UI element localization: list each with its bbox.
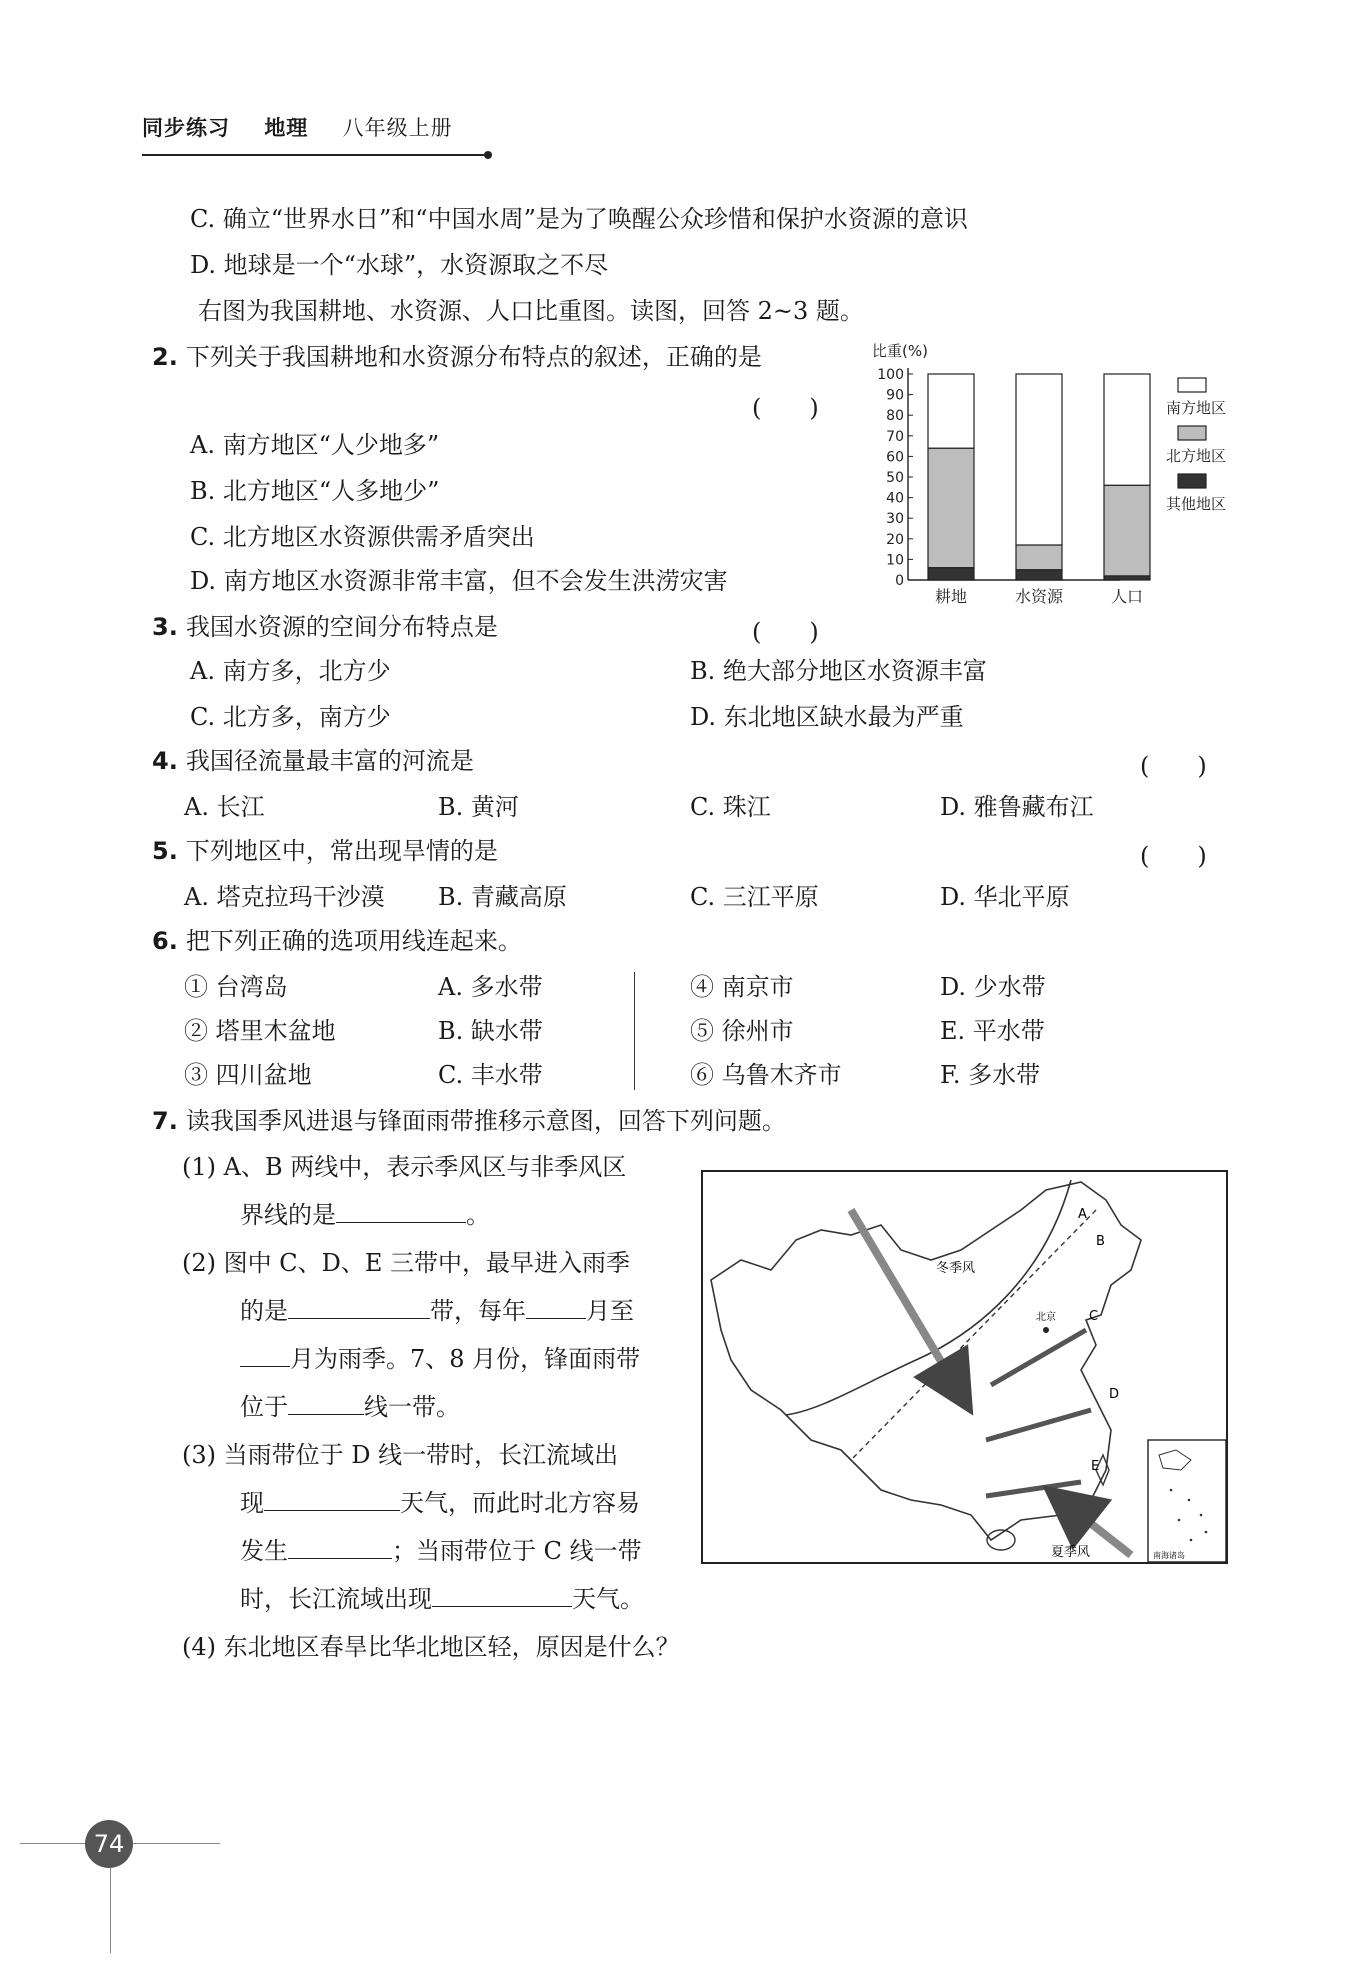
- chart-ytick-label-40: 40: [886, 490, 904, 507]
- q4-stem: [152, 746, 474, 776]
- q7-p1-line1: (1) A、B 两线中，表示季风区与非季风区: [182, 1153, 627, 1181]
- chart-xtick-label-1: 水资源: [1014, 587, 1064, 606]
- q6-stem: [152, 926, 522, 956]
- q7-p4: (4) 东北地区春旱比华北地区轻，原因是什么？: [182, 1633, 680, 1661]
- q3-option-d: D. 东北地区缺水最为严重: [690, 703, 964, 731]
- q3-answer-paren: ( ): [752, 618, 819, 646]
- q5-stem: [152, 836, 498, 866]
- q6-left-item-2: ② 塔里木盆地: [184, 1017, 336, 1045]
- winter-label: 冬季风: [936, 1261, 976, 1276]
- bar-水资源-北方地区: [1016, 545, 1062, 570]
- q3-option-a: A. 南方多，北方少: [190, 657, 391, 685]
- beijing-marker: [1043, 1327, 1049, 1333]
- label-a: A: [1078, 1207, 1087, 1222]
- bar-耕地-北方地区: [928, 448, 974, 567]
- q7-p3-text4: ；当雨带位于 C 线一带: [392, 1537, 642, 1565]
- q7-text: 读我国季风进退与锋面雨带推移示意图，回答下列问题。: [185, 1107, 786, 1135]
- q5-number: 5.: [152, 837, 178, 865]
- q7-p2-text6: 线一带。: [364, 1393, 460, 1421]
- inset-label: 南海诸岛: [1153, 1551, 1185, 1560]
- q7-p3-text3: 发生: [240, 1537, 288, 1565]
- q6-left-opt-b: B. 缺水带: [438, 1017, 543, 1045]
- chart-ytick-label-90: 90: [886, 387, 904, 404]
- q7-p3-line3: [240, 1536, 642, 1566]
- q2-text: 下列关于我国耕地和水资源分布特点的叙述，正确的是: [185, 343, 762, 371]
- q4-text: 我国径流量最丰富的河流是: [185, 747, 474, 775]
- q7-p2-blank-start-month[interactable]: [526, 1296, 586, 1319]
- q6-number: 6.: [152, 927, 178, 955]
- q7-p3-blank-disaster[interactable]: [288, 1536, 392, 1559]
- q7-p2-line1: (2) 图中 C、D、E 三带中，最早进入雨季: [182, 1249, 631, 1277]
- q3-option-b: B. 绝大部分地区水资源丰富: [690, 657, 987, 685]
- q2-option-c: C. 北方地区水资源供需矛盾突出: [190, 523, 535, 551]
- q7-p2-line2: [240, 1296, 634, 1326]
- q3-option-c: C. 北方多，南方少: [190, 703, 391, 731]
- q7-p2-blank-line[interactable]: [288, 1392, 364, 1415]
- q4-option-a: A. 长江: [184, 793, 265, 821]
- q6-left-item-3: ③ 四川盆地: [184, 1061, 312, 1089]
- bar-水资源-其他地区: [1016, 570, 1062, 580]
- q7-p3-text1: 现: [240, 1489, 264, 1517]
- q4-number: 4.: [152, 747, 178, 775]
- q6-right-opt-e: E. 平水带: [940, 1017, 1045, 1045]
- q5-option-c: C. 三江平原: [690, 883, 819, 911]
- chart-xtick-label-2: 人口: [1110, 587, 1144, 606]
- header-dot: [484, 151, 492, 159]
- q6-left-opt-a: A. 多水带: [438, 973, 543, 1001]
- q7-p3-line2: [240, 1488, 640, 1518]
- legend-label-南方地区: 南方地区: [1166, 399, 1227, 417]
- q6-text: 把下列正确的选项用线连起来。: [185, 927, 522, 955]
- legend-swatch-其他地区: [1178, 474, 1206, 488]
- prev-option-d: D. 地球是一个“水球”，水资源取之不尽: [190, 251, 609, 279]
- label-b: B: [1096, 1234, 1105, 1249]
- chart-ytick-label-70: 70: [886, 428, 904, 445]
- q7-p2-text2: 带，每年: [430, 1297, 526, 1325]
- bar-人口-其他地区: [1104, 576, 1150, 580]
- q2-number: 2.: [152, 343, 178, 371]
- beijing-label: 北京: [1036, 1312, 1056, 1323]
- q4-option-c: C. 珠江: [690, 793, 771, 821]
- intro-2-3: 右图为我国耕地、水资源、人口比重图。读图，回答 2~3 题。: [198, 297, 864, 325]
- legend-swatch-南方地区: [1178, 378, 1206, 392]
- q7-p2-text3: 月至: [586, 1297, 634, 1325]
- bar-人口-南方地区: [1104, 374, 1150, 485]
- summer-label: 夏季风: [1051, 1545, 1091, 1560]
- q2-answer-paren: ( ): [752, 394, 819, 422]
- header-rule: [142, 154, 486, 156]
- q4-option-d: D. 雅鲁藏布江: [940, 793, 1094, 821]
- q7-p2-blank-band[interactable]: [288, 1296, 430, 1319]
- header-subject: 地理: [264, 116, 309, 140]
- q5-text: 下列地区中，常出现旱情的是: [185, 837, 498, 865]
- bar-水资源-南方地区: [1016, 374, 1062, 545]
- q6-left-opt-c: C. 丰水带: [438, 1061, 543, 1089]
- q7-p2-text1: 的是: [240, 1297, 288, 1325]
- q6-right-item-4: ④ 南京市: [690, 973, 794, 1001]
- page-header: [142, 112, 479, 142]
- q7-p3-text5: 时，长江流域出现: [240, 1585, 432, 1613]
- q5-option-d: D. 华北平原: [940, 883, 1070, 911]
- bar-耕地-南方地区: [928, 374, 974, 448]
- chart-ytick-label-30: 30: [886, 511, 904, 528]
- stacked-bar-chart: [860, 336, 1250, 616]
- q3-text: 我国水资源的空间分布特点是: [185, 613, 498, 641]
- chart-ytick-label-100: 100: [877, 367, 904, 383]
- q7-p3-blank-weather2[interactable]: [432, 1584, 572, 1607]
- chart-ytick-label-10: 10: [886, 552, 904, 569]
- header-grade: 八年级上册: [342, 116, 453, 140]
- label-d: D: [1109, 1387, 1120, 1402]
- q5-option-a: A. 塔克拉玛干沙漠: [184, 883, 385, 911]
- chart-ytick-label-80: 80: [886, 408, 904, 425]
- chart-ytick-label-0: 0: [895, 573, 904, 589]
- chart-ytick-label-50: 50: [886, 470, 904, 486]
- q6-right-opt-f: F. 多水带: [940, 1061, 1041, 1089]
- page-number: 74: [85, 1820, 133, 1868]
- legend-swatch-北方地区: [1178, 426, 1206, 440]
- q7-p2-text5: 位于: [240, 1393, 288, 1421]
- q6-left-item-1: ① 台湾岛: [184, 973, 288, 1001]
- chart-xtick-label-0: 耕地: [934, 587, 968, 606]
- q4-answer-paren: ( ): [1140, 752, 1207, 780]
- q7-p2-text4: 月为雨季。7、8 月份，锋面雨带: [290, 1345, 641, 1373]
- q7-p2-blank-end-month[interactable]: [240, 1344, 290, 1367]
- q7-p3-text2: 天气，而此时北方容易: [400, 1489, 640, 1517]
- q6-column-divider: [634, 972, 635, 1090]
- q2-stem: [152, 342, 762, 372]
- monsoon-rainbelt-map: [701, 1170, 1228, 1564]
- q6-right-item-5: ⑤ 徐州市: [690, 1017, 794, 1045]
- q6-right-item-6: ⑥ 乌鲁木齐市: [690, 1061, 842, 1089]
- q4-option-b: B. 黄河: [438, 793, 519, 821]
- q7-number: 7.: [152, 1107, 178, 1135]
- q7-stem: [152, 1106, 786, 1136]
- q7-p1-blank[interactable]: [336, 1200, 466, 1223]
- q2-option-a: A. 南方地区“人少地多”: [190, 431, 440, 459]
- q5-answer-paren: ( ): [1140, 842, 1207, 870]
- q6-right-opt-d: D. 少水带: [940, 973, 1046, 1001]
- q7-p3-text6: 天气。: [572, 1585, 644, 1613]
- chart-ytick-label-60: 60: [886, 449, 904, 466]
- bar-耕地-其他地区: [928, 568, 974, 580]
- chart-ylabel: 比重(%): [872, 342, 928, 360]
- label-c: C: [1089, 1309, 1099, 1324]
- q2-option-d: D. 南方地区水资源非常丰富，但不会发生洪涝灾害: [190, 567, 728, 595]
- q7-p1-end: 。: [466, 1201, 490, 1229]
- q7-p3-line4: [240, 1584, 644, 1614]
- header-series: 同步练习: [142, 116, 230, 140]
- legend-label-其他地区: 其他地区: [1166, 495, 1227, 513]
- q7-p3-blank-weather1[interactable]: [264, 1488, 400, 1511]
- q2-option-b: B. 北方地区“人多地少”: [190, 477, 440, 505]
- q3-number: 3.: [152, 613, 178, 641]
- legend-label-北方地区: 北方地区: [1166, 447, 1227, 465]
- q7-p1-line2: [240, 1200, 490, 1230]
- q3-stem: [152, 612, 498, 642]
- q7-p1-text: 界线的是: [240, 1201, 336, 1229]
- q7-p2-line4: [240, 1392, 460, 1422]
- q7-p2-line3: [240, 1344, 640, 1374]
- label-e: E: [1091, 1459, 1100, 1474]
- chart-ytick-label-20: 20: [886, 531, 904, 548]
- q5-option-b: B. 青藏高原: [438, 883, 567, 911]
- prev-option-c: C. 确立“世界水日”和“中国水周”是为了唤醒公众珍惜和保护水资源的意识: [190, 205, 968, 233]
- bar-人口-北方地区: [1104, 485, 1150, 576]
- q7-p3-line1: (3) 当雨带位于 D 线一带时，长江流域出: [182, 1441, 619, 1469]
